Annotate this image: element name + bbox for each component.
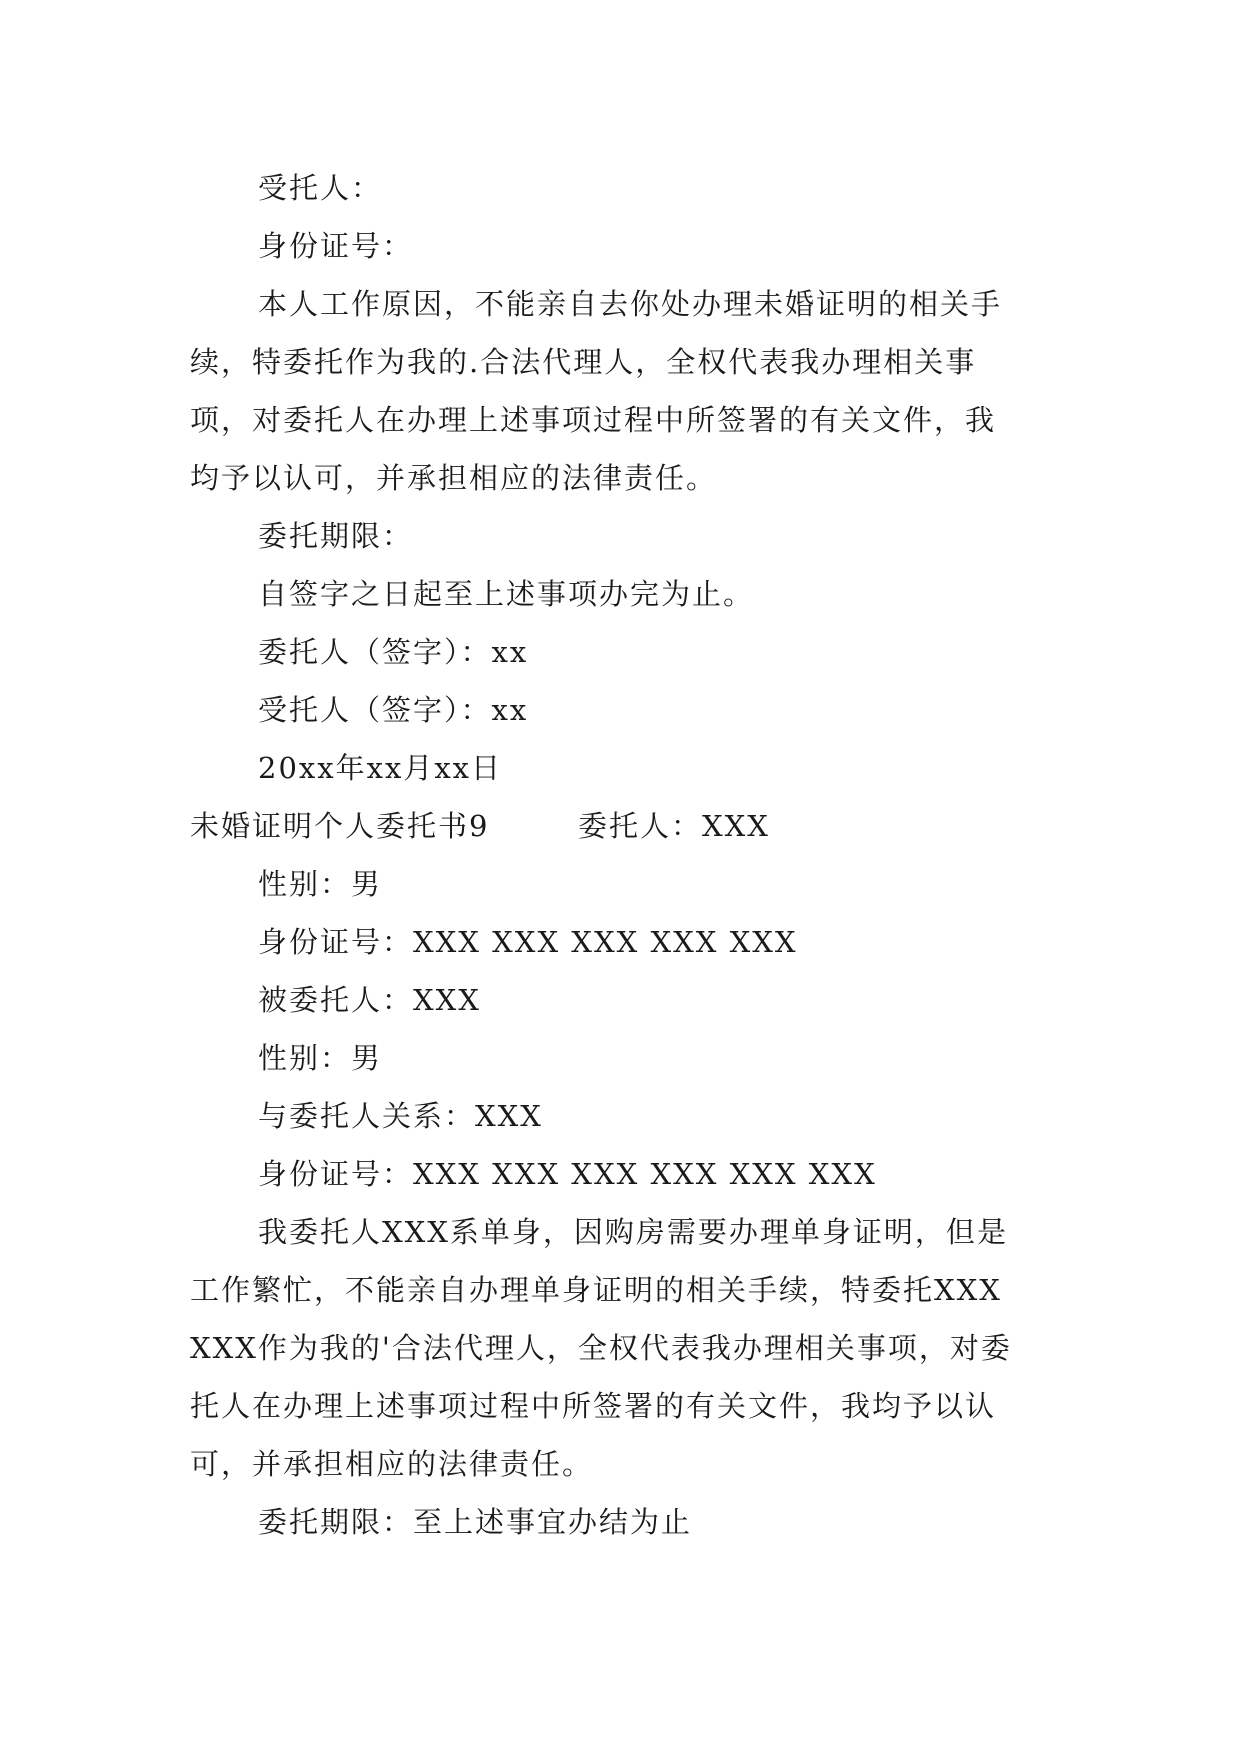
body-paragraph-2-line-2: 工作繁忙，不能亲自办理单身证明的相关手续，特委托XXX <box>190 1273 1002 1307</box>
body-paragraph-2-line-1: 我委托人XXX系单身，因购房需要办理单身证明，但是 <box>258 1215 1008 1249</box>
agent-gender: 性别：男 <box>258 1041 383 1075</box>
signing-date: 20xx年xx月xx日 <box>258 751 503 785</box>
principal-signature: 委托人（签字）：xx <box>258 635 529 669</box>
term-2-text: 委托期限：至上述事宜办结为止 <box>258 1505 693 1539</box>
body-paragraph-2-line-5: 可，并承担相应的法律责任。 <box>190 1447 594 1481</box>
body-paragraph-1-line-3: 项，对委托人在办理上述事项过程中所签署的有关文件，我 <box>190 403 997 437</box>
term-label: 委托期限： <box>258 519 414 553</box>
principal-name: 委托人：XXX <box>578 809 770 843</box>
trustee-signature: 受托人（签字）：xx <box>258 693 529 727</box>
principal-gender: 性别：男 <box>258 867 383 901</box>
agent-relationship: 与委托人关系：XXX <box>258 1099 543 1133</box>
principal-id-number: 身份证号：XXX XXX XXX XXX XXX <box>258 925 798 959</box>
trustee-label: 受托人： <box>258 171 383 205</box>
section-title: 未婚证明个人委托书9 <box>190 809 490 843</box>
agent-name: 被委托人：XXX <box>258 983 481 1017</box>
body-paragraph-1-line-4: 均予以认可，并承担相应的法律责任。 <box>190 461 718 495</box>
body-paragraph-2-line-4: 托人在办理上述事项过程中所签署的有关文件，我均予以认 <box>190 1389 997 1423</box>
body-paragraph-1-line-1: 本人工作原因，不能亲自去你处办理未婚证明的相关手 <box>258 287 1003 321</box>
term-text: 自签字之日起至上述事项办完为止。 <box>258 577 755 611</box>
agent-id-number: 身份证号：XXX XXX XXX XXX XXX XXX <box>258 1157 877 1191</box>
body-paragraph-2-line-3: XXX作为我的'合法代理人，全权代表我办理相关事项，对委 <box>190 1331 1012 1365</box>
body-paragraph-1-line-2: 续，特委托作为我的.合法代理人，全权代表我办理相关事 <box>190 345 977 379</box>
trustee-id-label: 身份证号： <box>258 229 414 263</box>
